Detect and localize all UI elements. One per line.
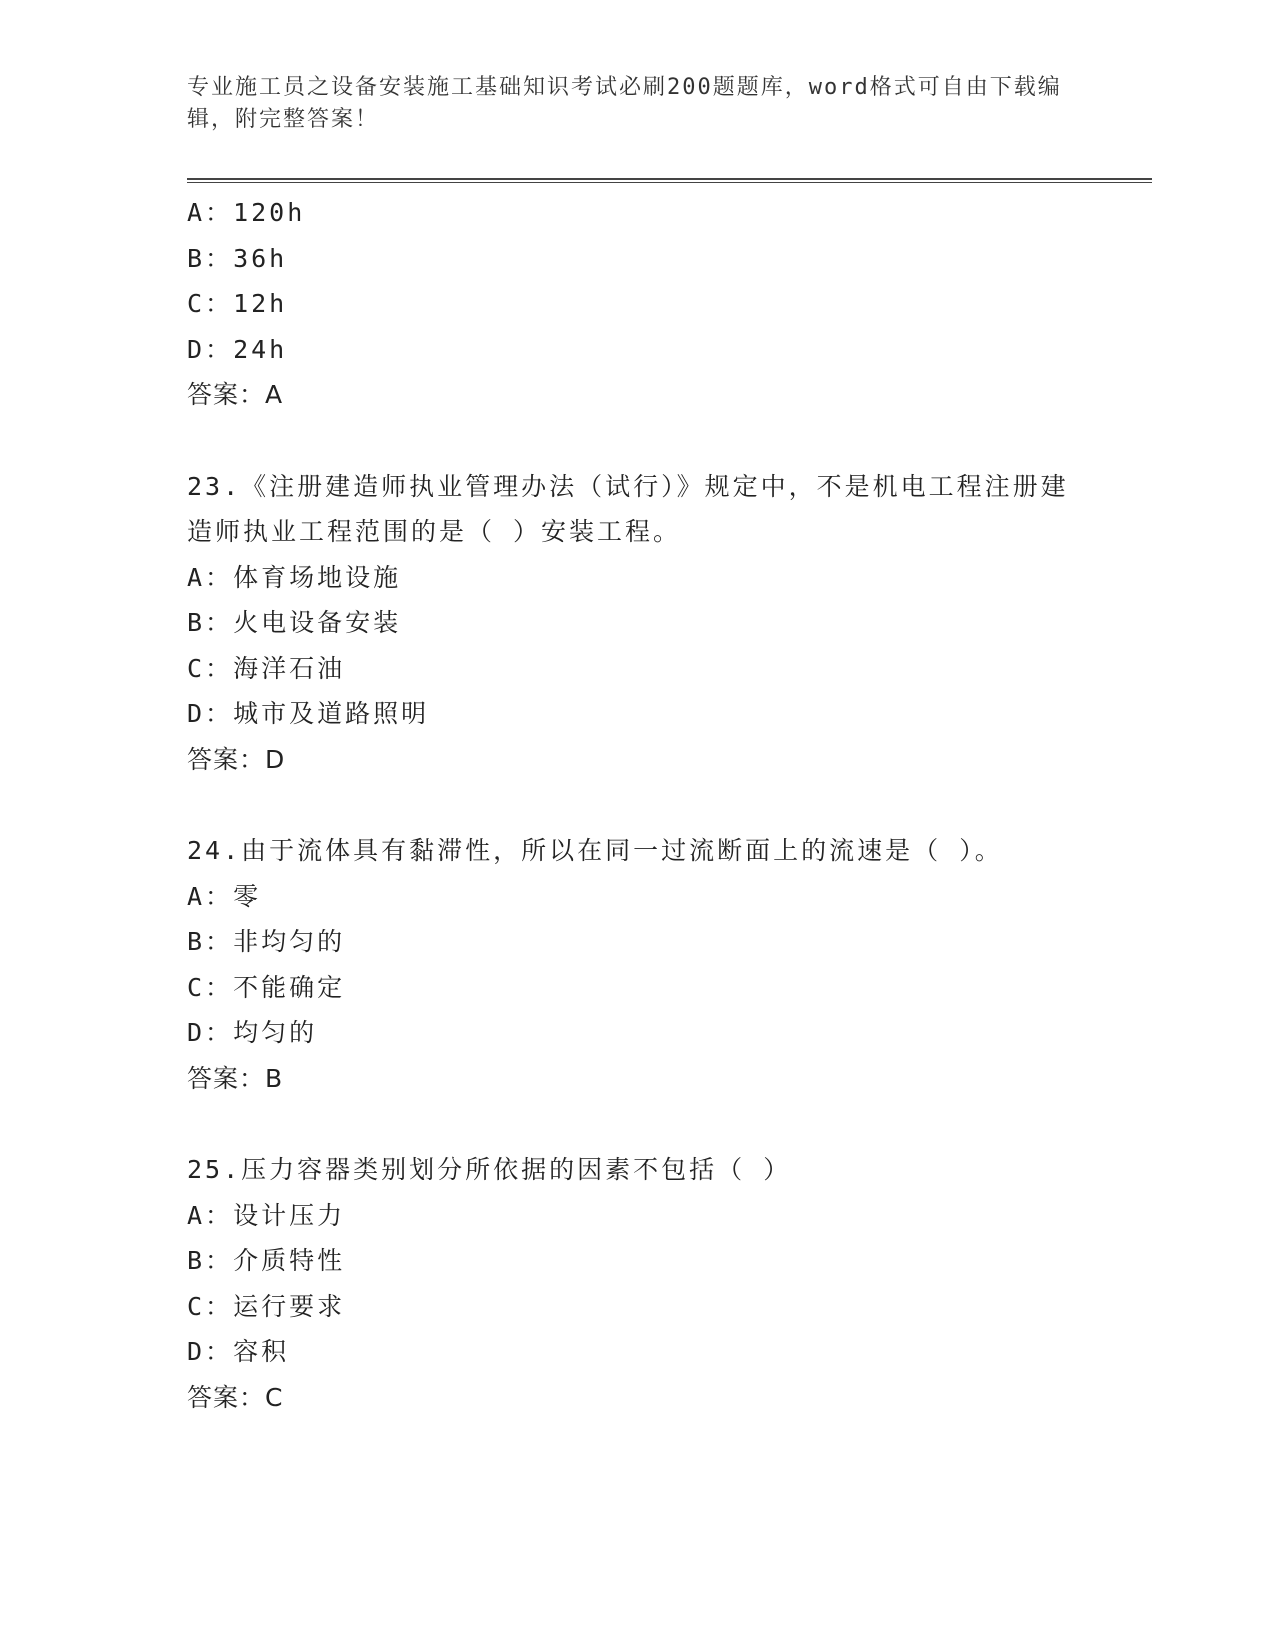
option-c: C：运行要求 xyxy=(187,1291,346,1321)
answer-line: 答案：D xyxy=(187,744,286,774)
option-a: A：120h xyxy=(187,198,306,227)
option-d: D：容积 xyxy=(187,1337,290,1366)
answer-line: 答案：C xyxy=(187,1382,284,1412)
document-header xyxy=(187,72,1067,136)
question-22-continuation xyxy=(187,190,1147,418)
option-a: A：体育场地设施 xyxy=(187,562,402,592)
question-list xyxy=(187,190,1147,1420)
option-c: C：不能确定 xyxy=(187,972,346,1002)
option-b: B：36h xyxy=(187,243,288,273)
question-23 xyxy=(187,464,1147,783)
header-divider-thick xyxy=(187,178,1152,180)
answer-line: 答案：B xyxy=(187,1063,284,1093)
option-d: D：城市及道路照明 xyxy=(187,699,430,728)
option-d: D：24h xyxy=(187,334,288,364)
document-title: 专业施工员之设备安装施工基础知识考试必刷200题题库，word格式可自由下载编辑，附完整答案！ xyxy=(187,75,1062,132)
option-c: C：海洋石油 xyxy=(187,653,346,683)
question-25 xyxy=(187,1147,1147,1420)
question-stem: 25.压力容器类别划分所依据的因素不包括（ ） xyxy=(187,1155,792,1184)
header-divider-thin xyxy=(187,182,1152,183)
option-d: D：均匀的 xyxy=(187,1018,318,1047)
question-stem: 24.由于流体具有黏滞性，所以在同一过流断面上的流速是（ ）。 xyxy=(187,836,1003,865)
answer-line: 答案：A xyxy=(187,380,284,409)
option-b: B：介质特性 xyxy=(187,1246,346,1275)
option-b: B：非均匀的 xyxy=(187,927,346,956)
option-c: C：12h xyxy=(187,289,288,318)
option-b: B：火电设备安装 xyxy=(187,608,402,637)
question-24 xyxy=(187,828,1147,1101)
spacer xyxy=(187,418,1147,464)
option-a: A：零 xyxy=(187,881,262,911)
spacer xyxy=(187,782,1147,828)
spacer xyxy=(187,1101,1147,1147)
question-stem: 23.《注册建造师执业管理办法（试行）》规定中，不是机电工程注册建造师执业工程范围的是（ ）安装工程。 xyxy=(187,471,1069,546)
option-a: A：设计压力 xyxy=(187,1200,346,1230)
